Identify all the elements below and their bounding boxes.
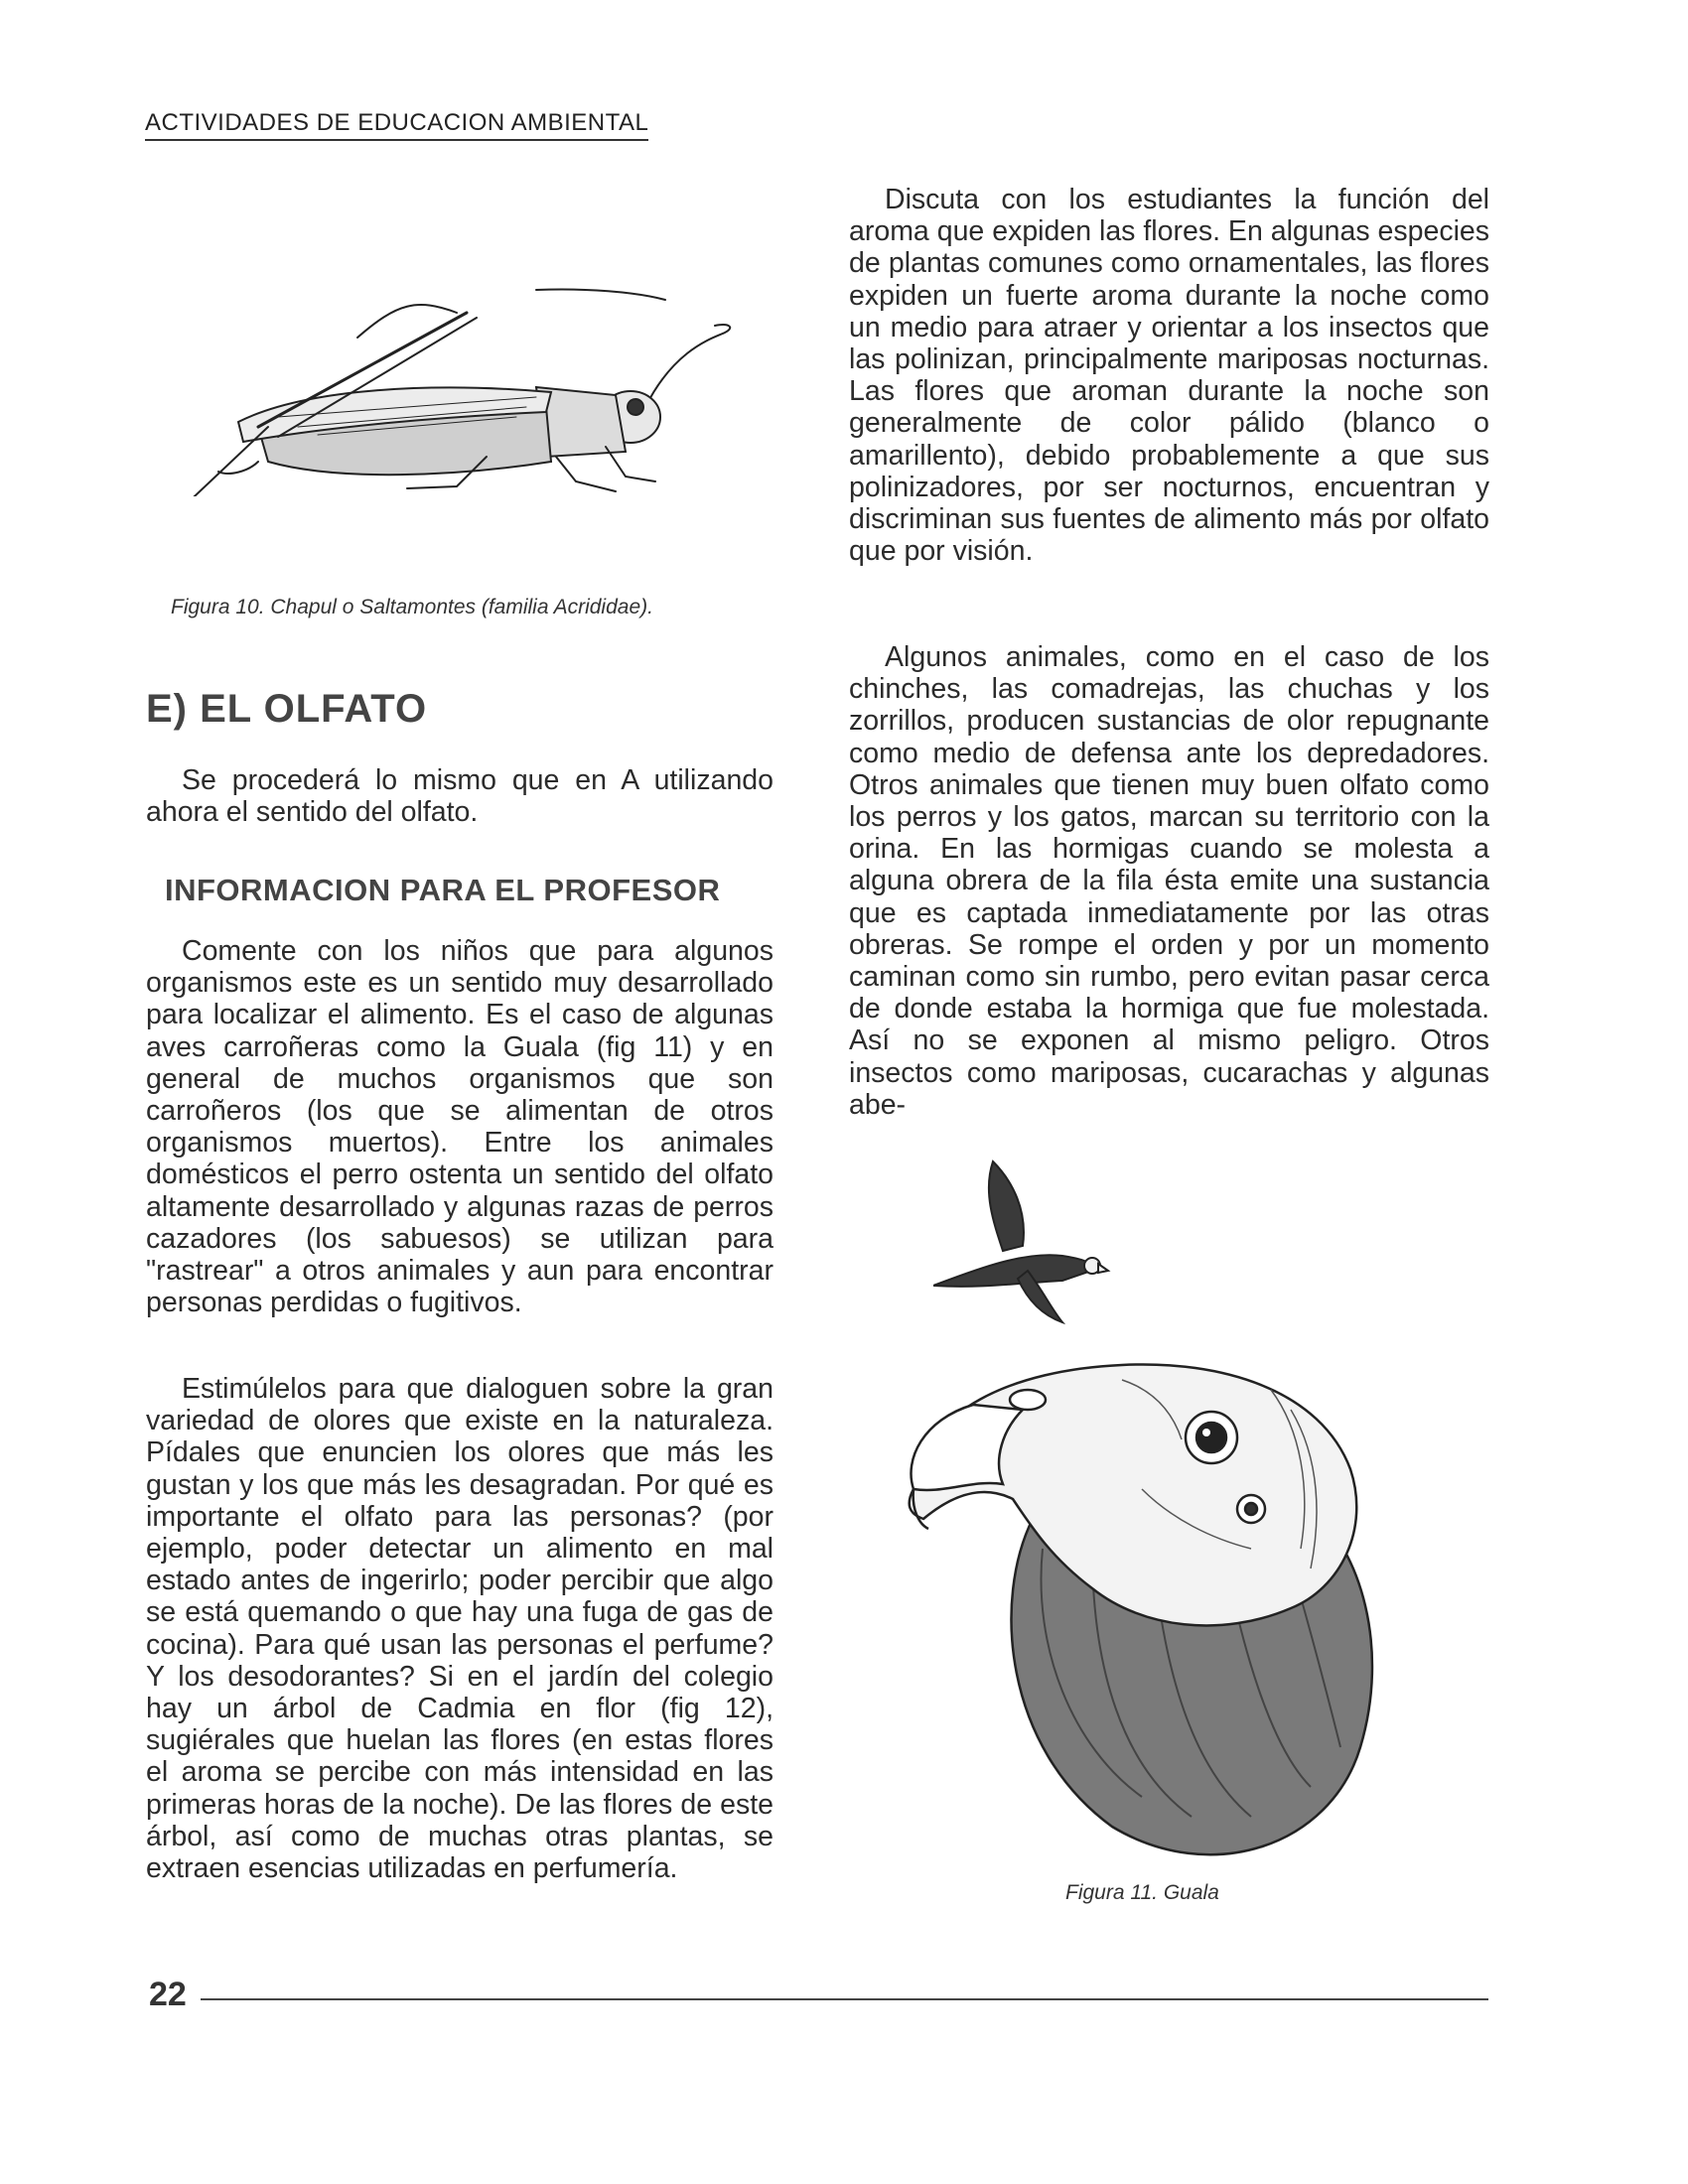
section-heading: E) EL OLFATO [146,687,428,731]
vulture-head-illustration [894,1350,1420,1866]
running-header: ACTIVIDADES DE EDUCACION AMBIENTAL [145,109,648,141]
grasshopper-illustration [159,278,755,496]
right-paragraph-2: Algunos animales, como en el caso de los chinches, las comadrejas, las chuchas y los zorrillos, producen sustancias de olor repugnante como medio de defensa ante los depredadores. Otros animales que tienen muy buen olfato como los perros y los gatos, marcan su territorio con la orina. En las hormigas cuando se molesta a alguna obrera de la fila ésta emite una sustancia que es captada inmediatamente por las otras obreras. Se rompe el orden y por un momento caminan como sin rumbo, pero evitan pasar cerca de donde estaba la hormiga que fue molestada. Así no se exponen al mismo peligro. Otros insectos como mariposas, cucarachas y algunas abe- [849,641,1489,1121]
right-paragraph-1: Discuta con los estudiantes la función del aroma que expiden las flores. En algunas especies de plantas comunes como ornamentales, las flores expiden un fuerte aroma durante la noche como un medio para atraer y orientar a los insectos que las polinizan, principalmente mariposas nocturnas. Las flores que aroman durante la noche son generalmente de color pálido (blanco o amarillento), debido probablemente a que sus polinizadores, por ser nocturnos, encuentran y discriminan sus fuentes de alimento más por olfato que por visión. [849,184,1489,568]
flying-vulture-illustration [933,1152,1112,1330]
left-column-body-2 [146,1373,774,1884]
intro-paragraph: Se procederá lo mismo que en A utilizando ahora el sentido del olfato. [146,764,774,829]
figure-10-caption: Figura 10. Chapul o Saltamontes (familia Acrididae). [171,596,653,618]
left-column-body [146,935,774,1318]
subsection-heading: INFORMACION PARA EL PROFESOR [165,873,721,907]
left-column-intro [146,764,774,828]
left-paragraph-2: Estimúlelos para que dialoguen sobre la gran variedad de olores que existe en la naturaleza. Pídales que enuncien los olores que más les gustan y los que más les desagradan. Por qué es importante el olfato para las personas? (por ejemplo, poder detectar un alimento en mal estado antes de ingerirlo; poder percibir que algo se está quemando o que hay una fuga de gas de cocina). Para qué usan las personas el perfume? Y los desodorantes? Si en el jardín del colegio hay un árbol de Cadmia en flor (fig 12), sugiérales que huelan las flores (en estas flores el aroma se percibe con más intensidad en las primeras horas de la noche). De las flores de este árbol, así como de muchas otras plantas, se extraen esencias utilizadas en perfumería. [146,1373,774,1885]
figure-11-caption: Figura 11. Guala [1065,1881,1219,1904]
right-column-body-2 [849,641,1489,1121]
page-number: 22 [149,1976,187,2013]
footer-rule [201,1998,1488,2000]
right-column-body [849,184,1489,567]
left-paragraph-1: Comente con los niños que para algunos organismos este es un sentido muy desarrollado para localizar el alimento. Es el caso de algunas aves carroñeras como la Guala (fig 11) y en general de muchos organismos que son carroñeros (los que se alimentan de otros organismos muertos). Entre los animales domésticos el perro ostenta un sentido del olfato altamente desarrollado y algunas razas de perros cazadores (los sabuesos) se utilizan para "rastrear" a otros animales y aun para encontrar personas perdidas o fugitivos. [146,935,774,1319]
